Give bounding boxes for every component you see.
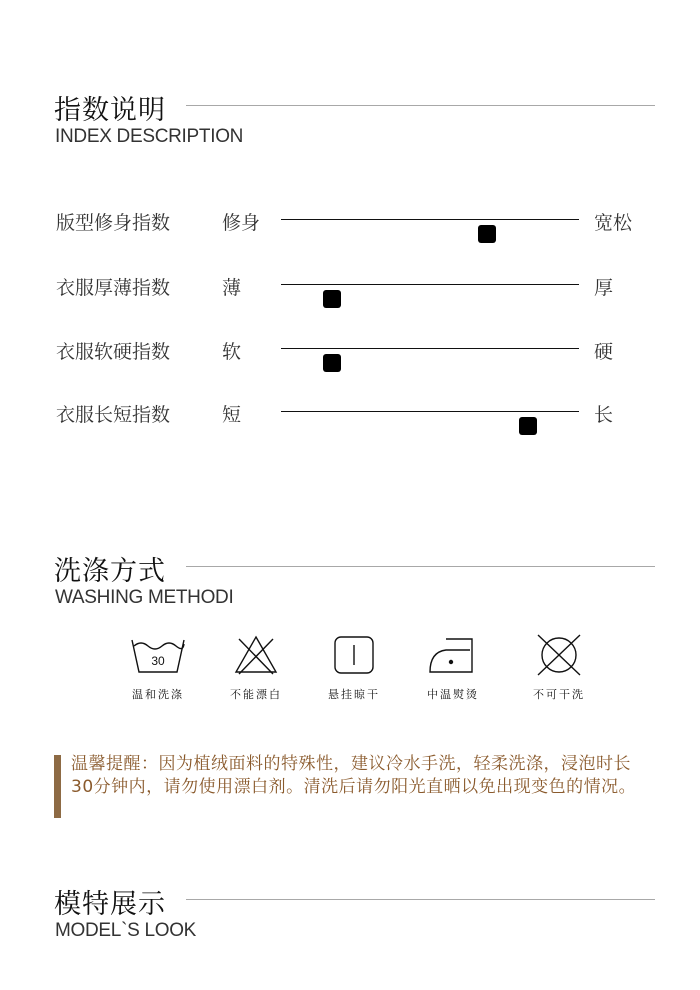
care-notice xyxy=(54,753,654,819)
index-track xyxy=(281,284,579,285)
index-left-word: 短 xyxy=(222,404,242,426)
care-item-dry xyxy=(312,634,396,704)
iron-medium-icon xyxy=(424,634,482,676)
index-right-word: 宽松 xyxy=(594,212,633,234)
care-item-wash xyxy=(116,634,200,704)
index-right-word: 硬 xyxy=(594,341,614,363)
care-caption: 温和洗涤 xyxy=(132,688,184,701)
care-item-bleach xyxy=(214,634,298,704)
hang-dry-icon xyxy=(325,634,383,676)
section-divider xyxy=(186,105,655,106)
index-track xyxy=(281,219,579,220)
index-left-word: 薄 xyxy=(222,277,242,299)
index-label: 衣服软硬指数 xyxy=(56,341,171,363)
wash-30-icon xyxy=(129,634,187,676)
index-slider-thumb xyxy=(323,290,341,308)
care-caption: 不能漂白 xyxy=(230,688,282,701)
index-slider-thumb xyxy=(478,225,496,243)
model-section-subtitle: MODEL`S LOOK xyxy=(55,920,197,941)
index-row-thickness xyxy=(56,270,656,300)
notice-accent-bar xyxy=(54,755,61,818)
index-section-title: 指数说明 xyxy=(54,95,166,126)
index-row-softness xyxy=(56,334,656,364)
no-tumble-dry-icon xyxy=(530,634,588,676)
index-slider-thumb xyxy=(323,354,341,372)
wash-temperature: 30 xyxy=(151,654,165,668)
section-divider xyxy=(186,899,655,900)
index-track xyxy=(281,348,579,349)
care-caption: 悬挂晾干 xyxy=(328,688,380,701)
index-right-word: 厚 xyxy=(594,277,614,299)
washing-section-title: 洗涤方式 xyxy=(54,556,166,587)
notice-text: 温馨提醒：因为植绒面料的特殊性，建议冷水手洗，轻柔洗涤，浸泡时长30分钟内，请勿使用漂白剂。清洗后请勿阳光直晒以免出现变色的情况。 xyxy=(71,754,637,797)
washing-section-subtitle: WASHING METHODI xyxy=(55,587,234,608)
model-section-title: 模特展示 xyxy=(54,889,166,920)
index-row-fit xyxy=(56,205,656,235)
index-track xyxy=(281,411,579,412)
index-left-word: 软 xyxy=(222,341,242,363)
index-left-word: 修身 xyxy=(222,212,261,234)
care-item-dryclean xyxy=(517,634,601,704)
care-caption: 中温熨烫 xyxy=(427,688,479,701)
index-slider-thumb xyxy=(519,417,537,435)
index-right-word: 长 xyxy=(594,404,614,426)
index-label: 衣服长短指数 xyxy=(56,404,171,426)
index-section-subtitle: INDEX DESCRIPTION xyxy=(55,126,244,147)
care-caption: 不可干洗 xyxy=(533,688,585,701)
model-section-header xyxy=(54,882,655,952)
care-item-iron xyxy=(411,634,495,704)
index-label: 版型修身指数 xyxy=(56,212,171,234)
no-bleach-icon xyxy=(227,634,285,676)
section-divider xyxy=(186,566,655,567)
index-row-length xyxy=(56,397,656,427)
index-section-header xyxy=(54,88,655,158)
index-label: 衣服厚薄指数 xyxy=(56,277,171,299)
washing-section-header xyxy=(54,549,655,619)
